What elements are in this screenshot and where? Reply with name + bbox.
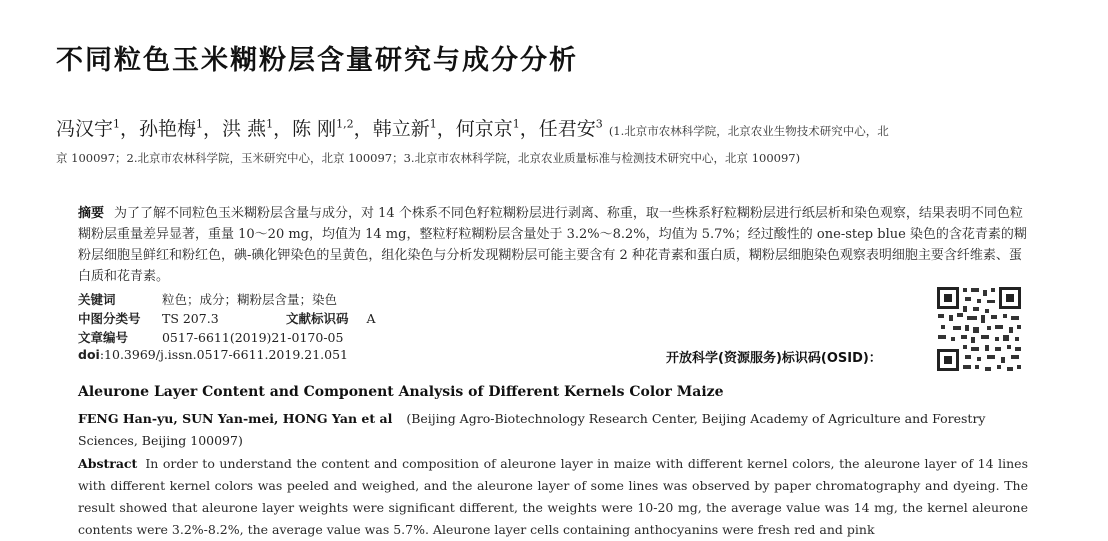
osid-qr-code bbox=[935, 285, 1023, 373]
osid-label: 开放科学(资源服务)标识码(OSID)： bbox=[666, 351, 882, 366]
author-name: 孙艳梅 bbox=[139, 118, 197, 140]
abstract-cn-text: 为了了解不同粒色玉米糊粉层含量与成分，对 14 个株系不同色籽粒糊粉层进行剥离、称重，取一些株系籽粒糊粉层进行纸层析和染色观察，结果表明不同色粒糊粉层重量差异显著，重量 10～20 mg，均值为 14 mg，整粒籽粒糊粉层含量处于 3.2%～8.2%，均值为 5.7%；经过酸性的 one-step blue 染色的含花青素的糊粉层细胞呈鲜红和粉红色，碘-碘化钾染色的呈黄色，组化染色与分析发现糊粉层可能主要含有 2 种花青素和蛋白质，糊粉层细胞染色观察表明细胞主要含纤维素、蛋白质和花青素。 bbox=[78, 206, 1027, 284]
author-name: 韩立新 bbox=[372, 118, 430, 140]
doc-code-value: A bbox=[366, 311, 376, 326]
paper-title: 不同粒色玉米糊粉层含量研究与成分分析 bbox=[56, 45, 578, 76]
english-author-names: FENG Han-yu, SUN Yan-mei, HONG Yan et al bbox=[78, 411, 393, 426]
author-name: 陈 刚 bbox=[292, 118, 337, 140]
doi-row bbox=[78, 347, 348, 362]
author-name: 冯汉宇 bbox=[56, 118, 114, 140]
doi-label: doi bbox=[78, 347, 100, 362]
affiliation-continued: 京 100097；2.北京市农林科学院，玉米研究中心，北京 100097；3.北京市农林科学院，北京农业质量标准与检测技术研究中心，北京 100097) bbox=[56, 151, 801, 165]
keywords-row bbox=[78, 290, 337, 308]
affiliation-start: (1.北京市农林科学院，北京农业生物技术研究中心，北 bbox=[608, 124, 889, 138]
keywords-label: 关键词 bbox=[78, 292, 116, 307]
abstract-cn-label: 摘要 bbox=[78, 206, 105, 221]
author-name: 洪 燕 bbox=[222, 118, 267, 140]
clc-value: TS 207.3 bbox=[161, 311, 219, 326]
keywords-value: 粒色；成分；糊粉层含量；染色 bbox=[161, 292, 337, 307]
doi-value: :10.3969/j.issn.0517-6611.2019.21.051 bbox=[99, 347, 348, 362]
author-list: 冯汉宇$^1$，孙艳梅$^1$，洪 燕$^1$，陈 刚$^{1,2}$，韩立新$^1$，何京京$^1$，任君安$^3$ (1.北京市农林科学院，北京农业生物技术研究中心，北 bbox=[56, 117, 889, 140]
clc-row bbox=[78, 309, 376, 327]
abstract-english bbox=[78, 453, 1028, 541]
doc-code-label: 文献标识码 bbox=[285, 311, 349, 326]
abstract-en-text: In order to understand the content and composition of aleurone layer in maize with different kernel colors, the aleurone layer of 14 lines with different kernel colors was peeled and weighed, and the aleurone layer of some lines was observed by paper chromatography and dyeing. The result showed that aleurone layer weights were significant different, the weights were 10-20 mg, the average value was 14 mg, the kernel aleurone contents were 3.2%-8.2%, the average value was 5.7%. Aleurone layer cells containing anthocyanins were fresh red and pink bbox=[78, 456, 1028, 537]
english-authors bbox=[78, 408, 1038, 452]
article-number-row bbox=[78, 328, 343, 346]
abstract-chinese bbox=[78, 203, 1028, 287]
article-number-label: 文章编号 bbox=[78, 330, 129, 345]
author-name: 任君安 bbox=[538, 118, 596, 140]
article-number-value: 0517-6611(2019)21-0170-05 bbox=[161, 330, 344, 345]
abstract-en-label: Abstract bbox=[78, 456, 138, 471]
english-affiliation: (Beijing Agro-Biotechnology Research Center, Beijing Academy of Agriculture and Forestry Sciences, Beijing 100097) bbox=[78, 411, 986, 448]
author-name: 何京京 bbox=[455, 118, 513, 140]
english-title: Aleurone Layer Content and Component Analysis of Different Kernels Color Maize bbox=[78, 384, 724, 400]
clc-label: 中图分类号 bbox=[78, 311, 141, 326]
